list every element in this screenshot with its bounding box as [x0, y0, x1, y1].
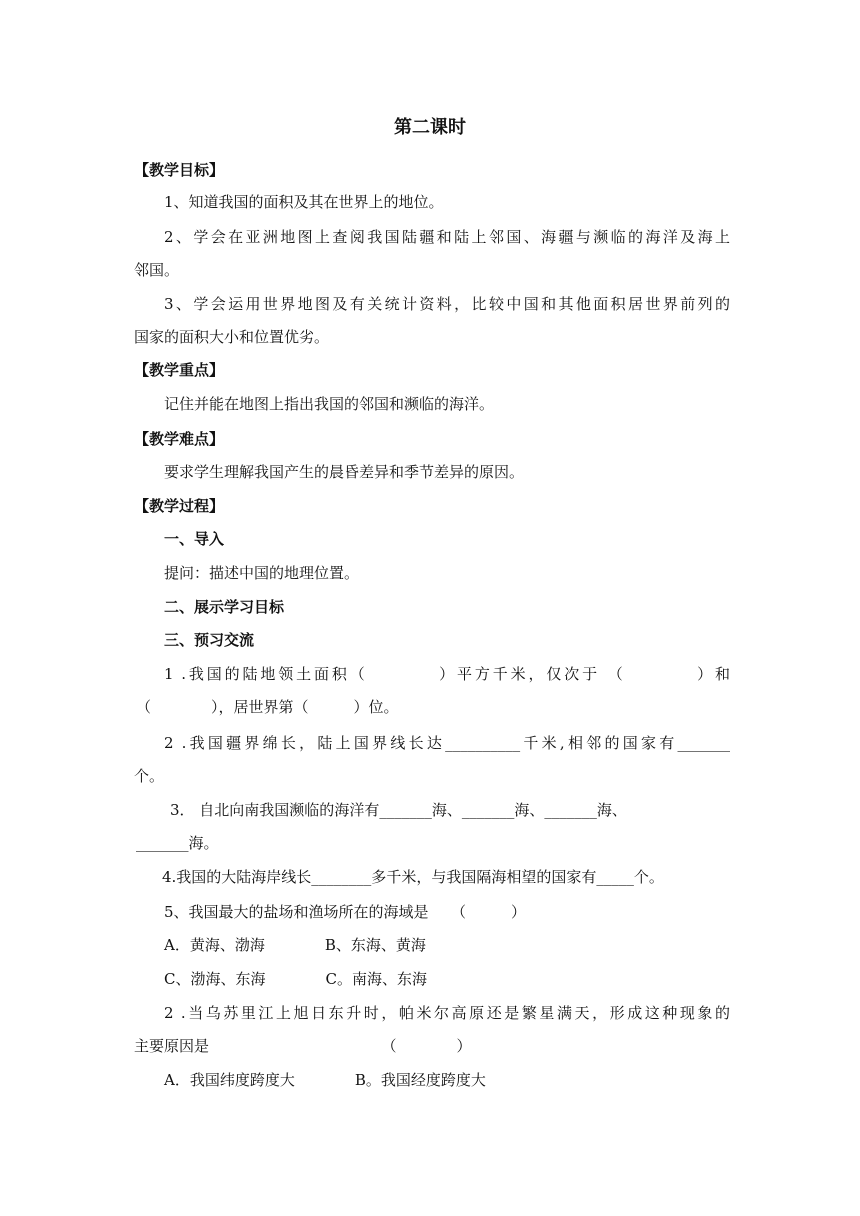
question-1-line-1: 1 .我国的陆地领土面积（ ）平方千米，仅次于 （ ）和 [164, 665, 730, 683]
step-1-heading: 一、导入 [164, 530, 225, 548]
question-3-line-1: 3． 自北向南我国濒临的海洋有_______海、_______海、_______海、 [170, 801, 627, 819]
key-heading: 【教学重点】 [134, 361, 225, 379]
question-2-line-1: 2 .我国疆界绵长，陆上国界线长达__________千米,相邻的国家有_______ [164, 734, 730, 752]
question-6-line-2: 主要原因是 （ ） [134, 1037, 472, 1055]
goal-1: 1、知道我国的面积及其在世界上的地位。 [164, 193, 444, 211]
step-3-heading: 三、预习交流 [164, 631, 255, 649]
goal-3-line-1: 3、学会运用世界地图及有关统计资料，比较中国和其他面积居世界前列的 [164, 295, 730, 313]
goals-heading: 【教学目标】 [134, 161, 225, 179]
goal-3-line-2: 国家的面积大小和位置优劣。 [134, 328, 330, 346]
process-heading: 【教学过程】 [134, 497, 225, 515]
question-5-options-cd: C、渤海、东海 C。南海、东海 [164, 970, 427, 988]
question-3-line-2: _______海。 [136, 834, 219, 852]
step-1-text: 提问：描述中国的地理位置。 [164, 564, 360, 582]
goal-2-line-1: 2、学会在亚洲地图上查阅我国陆疆和陆上邻国、海疆与濒临的海洋及海上 [164, 228, 730, 246]
page-title: 第二课时 [394, 117, 466, 138]
difficult-text: 要求学生理解我国产生的晨昏差异和季节差异的原因。 [164, 463, 525, 481]
question-4: 4.我国的大陆海岸线长________多千米，与我国隔海相望的国家有_____个。 [162, 868, 664, 886]
question-5: 5、我国最大的盐场和渔场所在的海域是 （ ） [164, 903, 527, 921]
question-6-options-ab: A．我国纬度跨度大 B。我国经度跨度大 [164, 1071, 486, 1089]
question-2-line-2: 个。 [134, 767, 165, 785]
step-2-heading: 二、展示学习目标 [164, 598, 285, 616]
question-6-line-1: 2 .当乌苏里江上旭日东升时，帕米尔高原还是繁星满天，形成这种现象的 [164, 1004, 730, 1022]
difficult-heading: 【教学难点】 [134, 430, 225, 448]
question-5-options-ab: A．黄海、渤海 B、东海、黄海 [164, 936, 426, 954]
question-1-line-2: （ ），居世界第（ ）位。 [136, 698, 399, 716]
goal-2-line-2: 邻国。 [134, 261, 180, 279]
key-text: 记住并能在地图上指出我国的邻国和濒临的海洋。 [164, 395, 495, 413]
